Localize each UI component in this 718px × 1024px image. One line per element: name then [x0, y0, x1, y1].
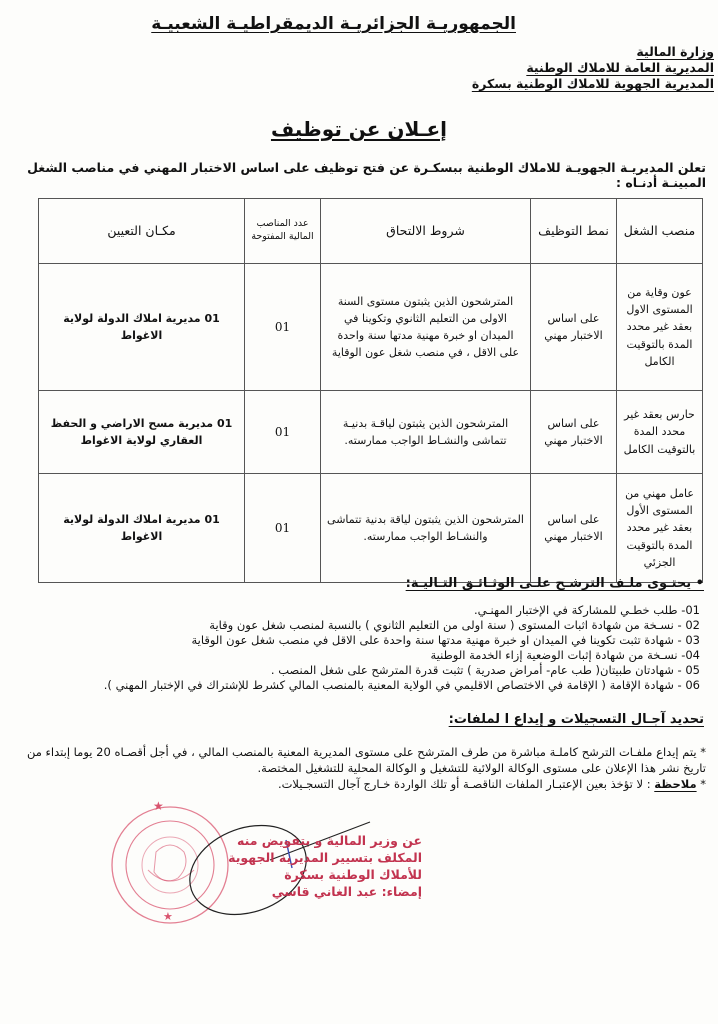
- regional-directorate: المديرية الجهوية للاملاك الوطنية بسكرة: [471, 76, 714, 91]
- cell-position: عون وقاية من المستوى الاول بعقد غير محدد المدة بالتوقيت الكامل: [617, 264, 703, 391]
- cell-position: عامل مهني من المستوى الأول بعقد غير محدد المدة بالتوقيت الجزئي: [617, 474, 703, 583]
- table-header-row: [39, 199, 703, 264]
- note-label: ملاحظة: [654, 777, 697, 791]
- deadline-heading: تحديد آجـال التسجيلات و إيداع ا لملفات:: [448, 712, 704, 727]
- cell-open-posts: 01: [245, 264, 321, 391]
- republic-header: الجمهوريـة الجزائريـة الديمقراطيـة الشعبيـة: [151, 14, 516, 34]
- header-conditions: شروط الالتحاق: [321, 199, 531, 264]
- general-directorate: المديرية العامة للاملاك الوطنية: [526, 60, 714, 75]
- signature-line: المكلف بتسيير المديرية الجهوية: [228, 850, 422, 865]
- cell-assignment-place: 01 مديرية املاك الدولة لولاية الاغواط: [39, 264, 245, 391]
- signature-line: للأملاك الوطنية بسكرة: [284, 867, 422, 882]
- cell-recruitment-mode: على اساس الاختبار مهني: [531, 391, 617, 474]
- cell-assignment-place: 01 مديرية مسح الاراضي و الحفظ العقاري لولاية الاغواط: [39, 391, 245, 474]
- header-assignment-place: مكـان التعيين: [39, 199, 245, 264]
- header-position: منصب الشغل: [617, 199, 703, 264]
- document-item: 04- نسـخة من شهادة إثبات الوضعية إزاء الخدمة الوطنية: [430, 648, 700, 662]
- cell-open-posts: 01: [245, 474, 321, 583]
- document-item: 05 - شهادتان طبيتان( طب عام- أمراض صدرية ) تثبت قدرة المترشح على شغل المنصب .: [270, 663, 700, 677]
- documents-heading: • يحتـوى ملـف الترشـح علـى الوثـائـق التـاليـة:: [405, 576, 704, 591]
- header-open-posts: عدد المناصب المالية المفتوحة: [245, 199, 321, 264]
- cell-recruitment-mode: على اساس الاختبار مهني: [531, 264, 617, 391]
- stamp-star-icon: ★: [163, 910, 173, 923]
- cell-open-posts: 01: [245, 391, 321, 474]
- cell-recruitment-mode: على اساس الاختبار مهني: [531, 474, 617, 583]
- cell-conditions: المترشحون الذين يثبتون مستوى السنة الاولى من التعليم الثانوي وتكوينا في الميدان او خبرة مهنية مدتها سنة واحدة على الاقل ، في منصب شغل عون الوقاية: [321, 264, 531, 391]
- signatory-name: إمضاء: عبد الغاني قاسي: [271, 884, 422, 899]
- cell-conditions: المترشحون الذين يثبتون لياقة بدنية تتماشى والنشـاط الواجب ممارسته.: [321, 474, 531, 583]
- document-item: 03 - شهادة تثبت تكوينا في الميدان او خبرة مهنية مدتها سنة واحدة على الاقل في منصب شغل عون الوقاية: [191, 633, 700, 647]
- ministry-name: وزارة المالية: [636, 44, 714, 59]
- positions-table: [38, 198, 703, 583]
- document-item: 02 - نسـخة من شهادة اثبات المستوى ( سنة اولى من التعليم الثانوي ) بالنسبة لمنصب شغل عون وقاية: [209, 618, 700, 632]
- table-row: [39, 391, 703, 474]
- note-paragraph: * ملاحظة : لا تؤخذ بعين الإعتبـار الملفات الناقصـة أو تلك الواردة خـارج آجال التسجـيلات.: [277, 777, 706, 791]
- stamp-star-icon: ★: [153, 799, 164, 813]
- signature-block: [202, 832, 422, 900]
- intro-paragraph: تعلن المديريـة الجهويـة للاملاك الوطنية ببسكـرة عن فتح توظيف على اساس الاختبار المهني في مناصب الشغل المبينـة أدنـاه :: [27, 160, 706, 190]
- announcement-title: [0, 117, 718, 141]
- cell-conditions: المترشحون الذين يثبتون لياقـة بدنيـة تتماشى والنشـاط الواجب ممارسته.: [321, 391, 531, 474]
- note-text: : لا تؤخذ بعين الإعتبـار الملفات الناقصـة أو تلك الواردة خـارج آجال التسجـيلات.: [277, 777, 651, 791]
- signature-line: عن وزير المالية و بتفويض منه: [237, 833, 422, 848]
- document-item: 01- طلب خطـي للمشاركة في الإختبار المهنـي.: [473, 603, 700, 617]
- document-item: 06 - شهادة الإقامة ( الإقامة في الاختصاص الاقليمي في الولاية المعنية بالمنصب المالي كشرط للإشتراك في الإختبار المهني ).: [103, 678, 700, 692]
- header-recruitment-mode: نمط التوظيف: [531, 199, 617, 264]
- cell-assignment-place: 01 مديرية املاك الدولة لولاية الاغواط: [39, 474, 245, 583]
- announcement-title-text: إعـلان عن توظيف: [270, 117, 448, 141]
- cell-position: حارس بعقد غير محدد المدة بالتوقيت الكامل: [617, 391, 703, 474]
- table-row: [39, 474, 703, 583]
- deadline-paragraph: * يتم إيداع ملفـات الترشح كاملـة مباشرة من طرف المترشح على مستوى المديرية المعنية بالمنصب المالي ، في أجل أقصـاه 20 يوما إبتداء من تاريخ نشر هذا الإعلان على مستوى الوكالة الولائية للتشغيل و الوكالة المحلية للتشغيل المختصة.: [26, 745, 706, 775]
- table-row: [39, 264, 703, 391]
